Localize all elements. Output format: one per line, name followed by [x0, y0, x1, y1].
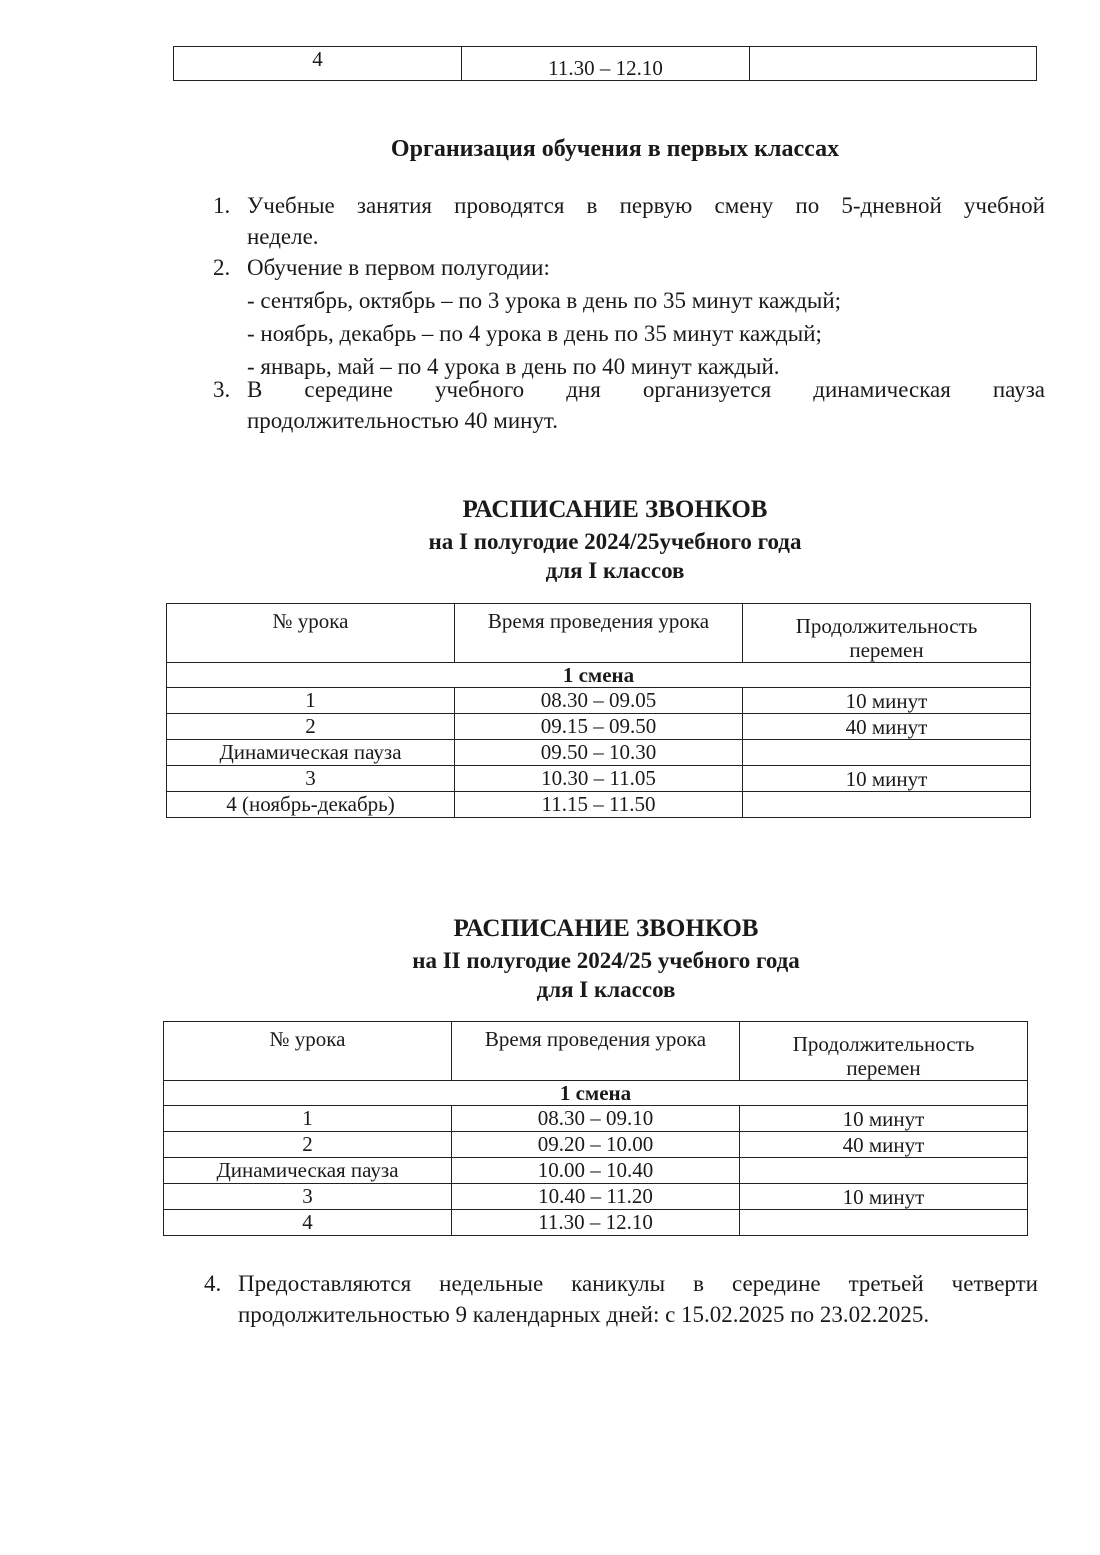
sub-item: - сентябрь, октябрь – по 3 урока в день по 35 минут каждый;: [247, 288, 842, 314]
list-item: [204, 1268, 1038, 1330]
section-title: Организация обучения в первых классах: [390, 136, 840, 162]
break-duration-cell: 10 минут: [743, 688, 1031, 714]
list-number: 2.: [213, 255, 231, 280]
table-row: [164, 1106, 1028, 1132]
schedule-title: РАСПИСАНИЕ ЗВОНКОВ: [453, 915, 759, 942]
lesson-time-cell: 08.30 – 09.05: [455, 688, 743, 714]
table-row: [164, 1132, 1028, 1158]
lesson-number-cell: Динамическая пауза: [167, 740, 455, 766]
break-duration-cell: 40 минут: [743, 714, 1031, 740]
shift-row: [164, 1081, 1028, 1106]
table-header-row: [164, 1022, 1028, 1081]
sub-item: - январь, май – по 4 урока в день по 40 минут каждый.: [247, 354, 780, 380]
list-item: [213, 190, 1045, 252]
lesson-number-cell: 3: [167, 766, 455, 792]
schedule-subtitle: на II полугодие 2024/25 учебного года: [412, 948, 800, 973]
table-row: [167, 714, 1031, 740]
list-number: 3.: [213, 377, 231, 402]
shift-label: 1 смена: [167, 663, 1031, 688]
table-row: [167, 792, 1031, 818]
lesson-time-cell: 09.50 – 10.30: [455, 740, 743, 766]
schedule-table-second-half: [163, 1021, 1028, 1236]
lesson-number-cell: 1: [164, 1106, 452, 1132]
lesson-time-cell: 11.30 – 12.10: [462, 47, 750, 81]
list-text: Предоставляются недельные каникулы в середине третьей четверти: [238, 1271, 1038, 1296]
schedule-subtitle: для I классов: [536, 977, 676, 1002]
column-header: № урока: [164, 1022, 452, 1081]
table-row: [164, 1158, 1028, 1184]
lesson-number-cell: 4: [174, 47, 462, 81]
break-duration-cell: [743, 792, 1031, 818]
lesson-number-cell: 1: [167, 688, 455, 714]
break-duration-cell: 40 минут: [740, 1132, 1028, 1158]
list-item: [213, 374, 1045, 436]
break-duration-cell: 10 минут: [743, 766, 1031, 792]
break-duration-cell: [740, 1158, 1028, 1184]
lesson-time-cell: 10.40 – 11.20: [452, 1184, 740, 1210]
lesson-time-cell: 09.15 – 09.50: [455, 714, 743, 740]
column-header: № урока: [167, 604, 455, 663]
table-header-row: [167, 604, 1031, 663]
break-duration-cell: [740, 1210, 1028, 1236]
table-row: [167, 766, 1031, 792]
lesson-number-cell: 2: [164, 1132, 452, 1158]
shift-row: [167, 663, 1031, 688]
lesson-number-cell: 4: [164, 1210, 452, 1236]
column-header: Время проведения урока: [455, 604, 743, 663]
lesson-time-cell: 11.15 – 11.50: [455, 792, 743, 818]
list-text: продолжительностью 40 минут.: [247, 408, 559, 434]
break-duration-cell: [743, 740, 1031, 766]
list-number: 1.: [213, 193, 231, 218]
list-text: Учебные занятия проводятся в первую смену по 5-дневной учебной: [247, 193, 1045, 218]
lesson-number-cell: 2: [167, 714, 455, 740]
list-text: Обучение в первом полугодии:: [247, 255, 550, 280]
sub-item: - ноябрь, декабрь – по 4 урока в день по 35 минут каждый;: [247, 321, 822, 347]
list-text: неделе.: [247, 224, 319, 250]
table-row: [164, 1210, 1028, 1236]
lesson-time-cell: 10.30 – 11.05: [455, 766, 743, 792]
list-item: [213, 252, 1045, 382]
schedule-subtitle: на I полугодие 2024/25учебного года: [428, 529, 802, 554]
break-duration-cell: [750, 47, 1037, 81]
list-number: 4.: [204, 1271, 222, 1296]
column-header: Продолжительность перемен: [740, 1022, 1028, 1081]
top-table-fragment: [173, 46, 1037, 81]
table-row: [174, 47, 1037, 81]
column-header: Время проведения урока: [452, 1022, 740, 1081]
lesson-time-cell: 09.20 – 10.00: [452, 1132, 740, 1158]
lesson-number-cell: Динамическая пауза: [164, 1158, 452, 1184]
list-text: продолжительностью 9 календарных дней: с 15.02.2025 по 23.02.2025.: [238, 1302, 930, 1328]
break-duration-cell: 10 минут: [740, 1106, 1028, 1132]
break-duration-cell: 10 минут: [740, 1184, 1028, 1210]
column-header: Продолжительность перемен: [743, 604, 1031, 663]
table-row: [167, 740, 1031, 766]
schedule-table-first-half: [166, 603, 1031, 818]
lesson-time-cell: 08.30 – 09.10: [452, 1106, 740, 1132]
schedule-subtitle: для I классов: [545, 558, 685, 583]
lesson-time-cell: 10.00 – 10.40: [452, 1158, 740, 1184]
schedule-title: РАСПИСАНИЕ ЗВОНКОВ: [462, 496, 768, 523]
lesson-number-cell: 3: [164, 1184, 452, 1210]
shift-label: 1 смена: [164, 1081, 1028, 1106]
list-text: В середине учебного дня организуется динамическая пауза: [247, 377, 1045, 402]
lesson-number-cell: 4 (ноябрь-декабрь): [167, 792, 455, 818]
table-row: [164, 1184, 1028, 1210]
table-row: [167, 688, 1031, 714]
lesson-time-cell: 11.30 – 12.10: [452, 1210, 740, 1236]
